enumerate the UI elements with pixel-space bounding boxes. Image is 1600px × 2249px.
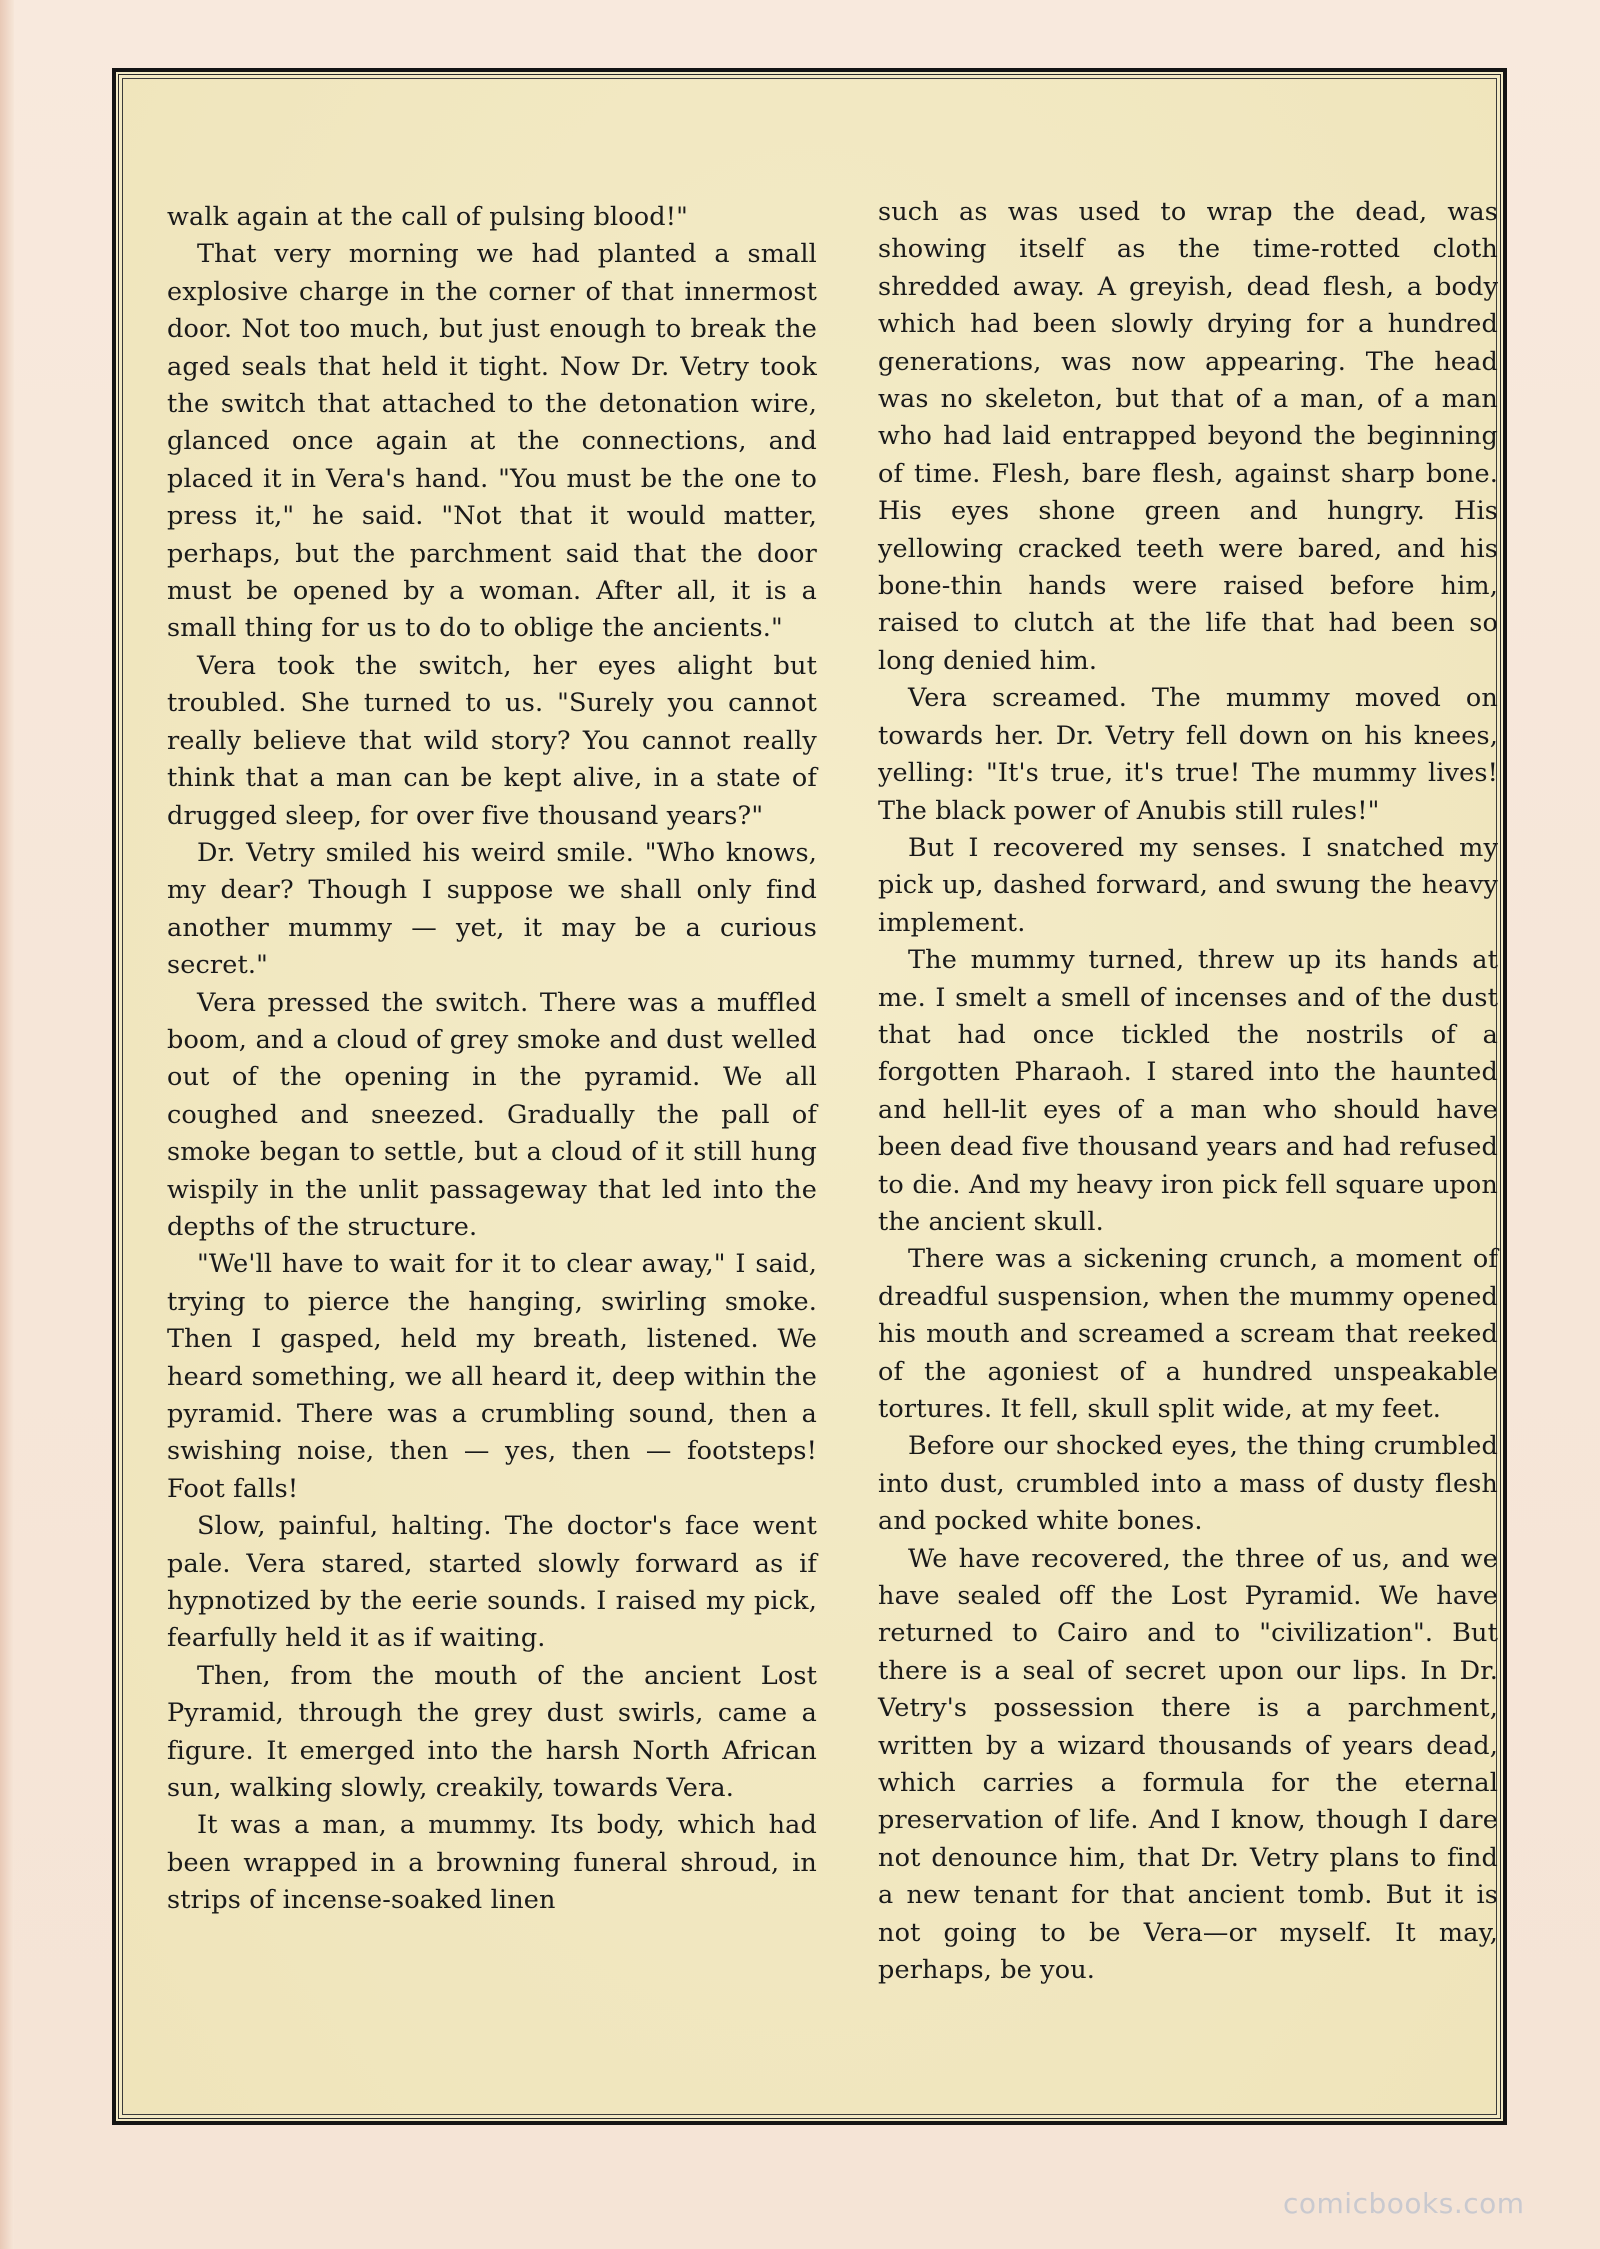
paragraph: But I recovered my senses. I snatched my pick up, dashed forward, and swung the heavy implement. bbox=[878, 832, 1498, 938]
paragraph: Vera pressed the switch. There was a muffled boom, and a cloud of grey smoke and dust welled out of the opening in the pyramid. We all coughed and sneezed. Gradually the pall of smoke began to settle, but a cloud of it still hung wispily in the unlit passageway that led into the depths of the structure. bbox=[167, 987, 817, 1242]
paragraph: walk again at the call of pulsing blood!" bbox=[167, 202, 689, 232]
left-column bbox=[167, 199, 817, 1920]
paragraph: such as was used to wrap the dead, was showing itself as the time-rotted cloth shredded away. A greyish, dead flesh, a body which had been slowly drying for a hundred generations, was now appearing. The head was no skeleton, but that of a man, of a man who had laid entrapped beyond the beginning of time. Flesh, bare flesh, against sharp bone. His eyes shone green and hungry. His yellowing cracked teeth were bared, and his bone-thin hands were raised before him, raised to clutch at the life that had been so long denied him. bbox=[878, 197, 1498, 676]
page-edge-shade bbox=[0, 0, 14, 2249]
paragraph: Vera took the switch, her eyes alight but troubled. She turned to us. "Surely you cannot really believe that wild story? You cannot really think that a man can be kept alive, in a state of drugged sleep, for over five thousand years?" bbox=[167, 650, 817, 831]
paragraph: Then, from the mouth of the ancient Lost Pyramid, through the grey dust swirls, came a figure. It emerged into the harsh North African sun, walking slowly, creakily, towards Vera. bbox=[167, 1660, 817, 1804]
watermark: comicbooks.com bbox=[1283, 2187, 1525, 2220]
paragraph: It was a man, a mummy. Its body, which had been wrapped in a browning funeral shroud, in strips of incense-soaked linen bbox=[167, 1810, 817, 1916]
paragraph: "We'll have to wait for it to clear away," I said, trying to pierce the hanging, swirling smoke. Then I gasped, held my breath, listened. We heard something, we all heard it, deep within the pyramid. There was a crumbling sound, then a swishing noise, then — yes, then — footsteps! Foot falls! bbox=[167, 1249, 817, 1504]
text-panel-inner bbox=[122, 78, 1497, 2115]
paragraph: Slow, painful, halting. The doctor's face went pale. Vera stared, started slowly forward as if hypnotized by the eerie sounds. I raised my pick, fearfully held it as if waiting. bbox=[167, 1511, 817, 1654]
paragraph: We have recovered, the three of us, and we have sealed off the Lost Pyramid. We have returned to Cairo and to "civilization". But there is a seal of secret upon our lips. In Dr. Vetry's possession there is a parchment, written by a wizard thousands of years dead, which carries a formula for the eternal preservation of life. And I know, though I dare not denounce him, that Dr. Vetry plans to find a new tenant for that ancient tomb. But it is not going to be Vera—or myself. It may, perhaps, be you. bbox=[878, 1543, 1498, 1986]
text-panel bbox=[112, 68, 1507, 2125]
right-column bbox=[878, 194, 1498, 1990]
paragraph: Vera screamed. The mummy moved on towards her. Dr. Vetry fell down on his knees, yelling: "It's true, it's true! The mummy lives! The black power of Anubis still rules!" bbox=[878, 683, 1498, 826]
paragraph: Before our shocked eyes, the thing crumbled into dust, crumbled into a mass of dusty flesh and pocked white bones. bbox=[878, 1431, 1498, 1537]
paragraph: Dr. Vetry smiled his weird smile. "Who knows, my dear? Though I suppose we shall only find another mummy — yet, it may be a curious secret." bbox=[167, 837, 817, 981]
paragraph: There was a sickening crunch, a moment of dreadful suspension, when the mummy opened his mouth and screamed a scream that reeked of the agoniest of a hundred unspeakable tortures. It fell, skull split wide, at my feet. bbox=[878, 1244, 1498, 1424]
paragraph: That very morning we had planted a small explosive charge in the corner of that innermost door. Not too much, but just enough to break the aged seals that held it tight. Now Dr. Vetry took the switch that attached to the detonation wire, glanced once again at the connections, and placed it in Vera's hand. "You must be the one to press it," he said. "Not that it would matter, perhaps, but the parchment said that the door must be opened by a woman. After all, it is a small thing for us to do to oblige the ancients." bbox=[167, 239, 817, 644]
paragraph: The mummy turned, threw up its hands at me. I smelt a smell of incenses and of the dust that had once tickled the nostrils of a forgotten Pharaoh. I stared into the haunted and hell-lit eyes of a man who should have been dead five thousand years and had refused to die. And my heavy iron pick fell square upon the ancient skull. bbox=[878, 945, 1498, 1237]
